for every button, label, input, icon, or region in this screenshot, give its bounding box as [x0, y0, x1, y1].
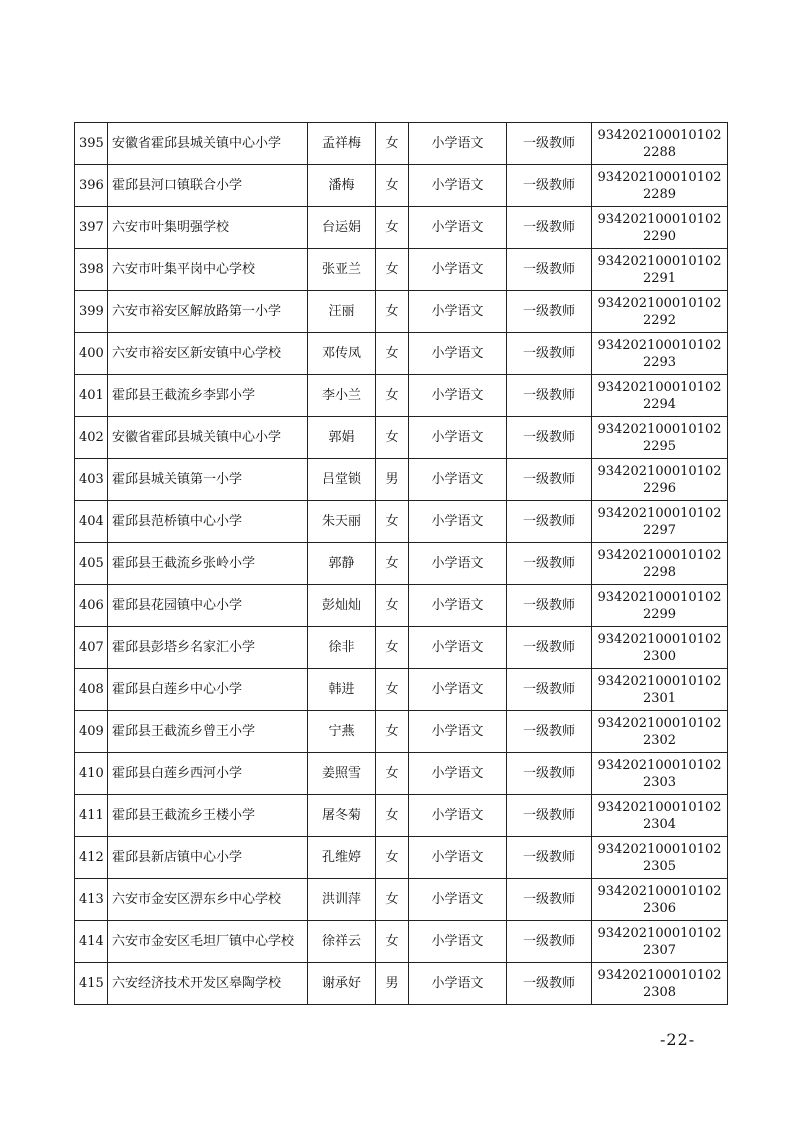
table-row [75, 543, 728, 585]
row-number: 411 [75, 795, 108, 837]
subject: 小学语文 [409, 795, 507, 837]
gender: 女 [376, 543, 409, 585]
job-title: 一级教师 [507, 207, 592, 249]
gender: 女 [376, 921, 409, 963]
teacher-name: 郭娟 [308, 417, 376, 459]
table-row [75, 291, 728, 333]
teacher-name: 郭静 [308, 543, 376, 585]
row-number: 409 [75, 711, 108, 753]
teacher-name: 潘梅 [308, 165, 376, 207]
table-row [75, 417, 728, 459]
gender: 女 [376, 249, 409, 291]
school-name: 六安市裕安区新安镇中心学校 [108, 333, 308, 375]
job-title: 一级教师 [507, 333, 592, 375]
subject: 小学语文 [409, 291, 507, 333]
row-number: 412 [75, 837, 108, 879]
subject: 小学语文 [409, 627, 507, 669]
page-number: -22- [660, 1030, 696, 1049]
table-row [75, 207, 728, 249]
table-row [75, 963, 728, 1005]
job-title: 一级教师 [507, 879, 592, 921]
teacher-name: 宁燕 [308, 711, 376, 753]
certificate-number: 9342021000101022294 [592, 375, 728, 417]
subject: 小学语文 [409, 123, 507, 165]
subject: 小学语文 [409, 501, 507, 543]
teacher-name: 彭灿灿 [308, 585, 376, 627]
school-name: 六安市叶集明强学校 [108, 207, 308, 249]
row-number: 407 [75, 627, 108, 669]
school-name: 霍邱县王截流乡张岭小学 [108, 543, 308, 585]
job-title: 一级教师 [507, 669, 592, 711]
school-name: 六安市叶集平岗中心学校 [108, 249, 308, 291]
school-name: 霍邱县王截流乡李郢小学 [108, 375, 308, 417]
school-name: 霍邱县河口镇联合小学 [108, 165, 308, 207]
gender: 女 [376, 837, 409, 879]
certificate-number: 9342021000101022292 [592, 291, 728, 333]
subject: 小学语文 [409, 543, 507, 585]
certificate-number: 9342021000101022302 [592, 711, 728, 753]
school-name: 六安市裕安区解放路第一小学 [108, 291, 308, 333]
certificate-number: 9342021000101022306 [592, 879, 728, 921]
certificate-number: 9342021000101022301 [592, 669, 728, 711]
teacher-name: 徐非 [308, 627, 376, 669]
table-row [75, 669, 728, 711]
table-row [75, 501, 728, 543]
school-name: 六安市金安区淠东乡中心学校 [108, 879, 308, 921]
teacher-name: 屠冬菊 [308, 795, 376, 837]
subject: 小学语文 [409, 669, 507, 711]
school-name: 六安市金安区毛坦厂镇中心学校 [108, 921, 308, 963]
table-row [75, 879, 728, 921]
job-title: 一级教师 [507, 375, 592, 417]
teacher-name: 李小兰 [308, 375, 376, 417]
subject: 小学语文 [409, 207, 507, 249]
roster-body [75, 123, 728, 1005]
teacher-name: 台运娟 [308, 207, 376, 249]
gender: 女 [376, 417, 409, 459]
row-number: 398 [75, 249, 108, 291]
subject: 小学语文 [409, 963, 507, 1005]
row-number: 397 [75, 207, 108, 249]
job-title: 一级教师 [507, 627, 592, 669]
row-number: 406 [75, 585, 108, 627]
row-number: 410 [75, 753, 108, 795]
job-title: 一级教师 [507, 837, 592, 879]
certificate-number: 9342021000101022290 [592, 207, 728, 249]
table-row [75, 375, 728, 417]
table-row [75, 165, 728, 207]
table-row [75, 459, 728, 501]
certificate-number: 9342021000101022291 [592, 249, 728, 291]
subject: 小学语文 [409, 879, 507, 921]
certificate-number: 9342021000101022300 [592, 627, 728, 669]
table-row [75, 249, 728, 291]
school-name: 霍邱县花园镇中心小学 [108, 585, 308, 627]
row-number: 408 [75, 669, 108, 711]
subject: 小学语文 [409, 417, 507, 459]
school-name: 霍邱县王截流乡曾王小学 [108, 711, 308, 753]
table-row [75, 837, 728, 879]
certificate-number: 9342021000101022295 [592, 417, 728, 459]
school-name: 安徽省霍邱县城关镇中心小学 [108, 123, 308, 165]
row-number: 395 [75, 123, 108, 165]
subject: 小学语文 [409, 249, 507, 291]
teacher-name: 邓传凤 [308, 333, 376, 375]
certificate-number: 9342021000101022307 [592, 921, 728, 963]
school-name: 六安经济技术开发区皋陶学校 [108, 963, 308, 1005]
table-row [75, 711, 728, 753]
gender: 男 [376, 459, 409, 501]
job-title: 一级教师 [507, 585, 592, 627]
certificate-number: 9342021000101022297 [592, 501, 728, 543]
gender: 女 [376, 585, 409, 627]
school-name: 霍邱县彭塔乡名家汇小学 [108, 627, 308, 669]
job-title: 一级教师 [507, 249, 592, 291]
gender: 女 [376, 123, 409, 165]
gender: 女 [376, 207, 409, 249]
school-name: 霍邱县范桥镇中心小学 [108, 501, 308, 543]
subject: 小学语文 [409, 837, 507, 879]
school-name: 霍邱县城关镇第一小学 [108, 459, 308, 501]
table-row [75, 627, 728, 669]
row-number: 399 [75, 291, 108, 333]
subject: 小学语文 [409, 333, 507, 375]
job-title: 一级教师 [507, 291, 592, 333]
table-row [75, 585, 728, 627]
teacher-name: 朱天丽 [308, 501, 376, 543]
job-title: 一级教师 [507, 459, 592, 501]
teacher-name: 吕堂锁 [308, 459, 376, 501]
subject: 小学语文 [409, 165, 507, 207]
table-row [75, 795, 728, 837]
gender: 女 [376, 501, 409, 543]
subject: 小学语文 [409, 921, 507, 963]
school-name: 安徽省霍邱县城关镇中心小学 [108, 417, 308, 459]
gender: 女 [376, 291, 409, 333]
teacher-name: 谢承好 [308, 963, 376, 1005]
row-number: 396 [75, 165, 108, 207]
job-title: 一级教师 [507, 795, 592, 837]
gender: 女 [376, 333, 409, 375]
school-name: 霍邱县新店镇中心小学 [108, 837, 308, 879]
certificate-number: 9342021000101022303 [592, 753, 728, 795]
job-title: 一级教师 [507, 753, 592, 795]
certificate-number: 9342021000101022304 [592, 795, 728, 837]
job-title: 一级教师 [507, 963, 592, 1005]
certificate-number: 9342021000101022308 [592, 963, 728, 1005]
job-title: 一级教师 [507, 123, 592, 165]
teacher-roster-table [74, 122, 728, 1005]
subject: 小学语文 [409, 375, 507, 417]
job-title: 一级教师 [507, 165, 592, 207]
certificate-number: 9342021000101022289 [592, 165, 728, 207]
row-number: 401 [75, 375, 108, 417]
row-number: 403 [75, 459, 108, 501]
certificate-number: 9342021000101022288 [592, 123, 728, 165]
row-number: 402 [75, 417, 108, 459]
job-title: 一级教师 [507, 711, 592, 753]
certificate-number: 9342021000101022296 [592, 459, 728, 501]
certificate-number: 9342021000101022293 [592, 333, 728, 375]
school-name: 霍邱县白莲乡中心小学 [108, 669, 308, 711]
subject: 小学语文 [409, 459, 507, 501]
row-number: 414 [75, 921, 108, 963]
row-number: 400 [75, 333, 108, 375]
gender: 女 [376, 165, 409, 207]
gender: 女 [376, 753, 409, 795]
row-number: 405 [75, 543, 108, 585]
school-name: 霍邱县白莲乡西河小学 [108, 753, 308, 795]
teacher-name: 张亚兰 [308, 249, 376, 291]
subject: 小学语文 [409, 753, 507, 795]
gender: 女 [376, 795, 409, 837]
table-row [75, 753, 728, 795]
teacher-name: 徐祥云 [308, 921, 376, 963]
certificate-number: 9342021000101022305 [592, 837, 728, 879]
table-row [75, 333, 728, 375]
job-title: 一级教师 [507, 921, 592, 963]
teacher-name: 姜照雪 [308, 753, 376, 795]
teacher-name: 洪训萍 [308, 879, 376, 921]
row-number: 404 [75, 501, 108, 543]
gender: 女 [376, 669, 409, 711]
row-number: 413 [75, 879, 108, 921]
teacher-name: 韩进 [308, 669, 376, 711]
gender: 女 [376, 879, 409, 921]
teacher-name: 孔维婷 [308, 837, 376, 879]
row-number: 415 [75, 963, 108, 1005]
table-row [75, 921, 728, 963]
teacher-name: 孟祥梅 [308, 123, 376, 165]
certificate-number: 9342021000101022299 [592, 585, 728, 627]
job-title: 一级教师 [507, 543, 592, 585]
job-title: 一级教师 [507, 501, 592, 543]
certificate-number: 9342021000101022298 [592, 543, 728, 585]
job-title: 一级教师 [507, 417, 592, 459]
table-row [75, 123, 728, 165]
subject: 小学语文 [409, 711, 507, 753]
school-name: 霍邱县王截流乡王楼小学 [108, 795, 308, 837]
gender: 女 [376, 375, 409, 417]
gender: 男 [376, 963, 409, 1005]
subject: 小学语文 [409, 585, 507, 627]
teacher-name: 汪丽 [308, 291, 376, 333]
gender: 女 [376, 627, 409, 669]
gender: 女 [376, 711, 409, 753]
